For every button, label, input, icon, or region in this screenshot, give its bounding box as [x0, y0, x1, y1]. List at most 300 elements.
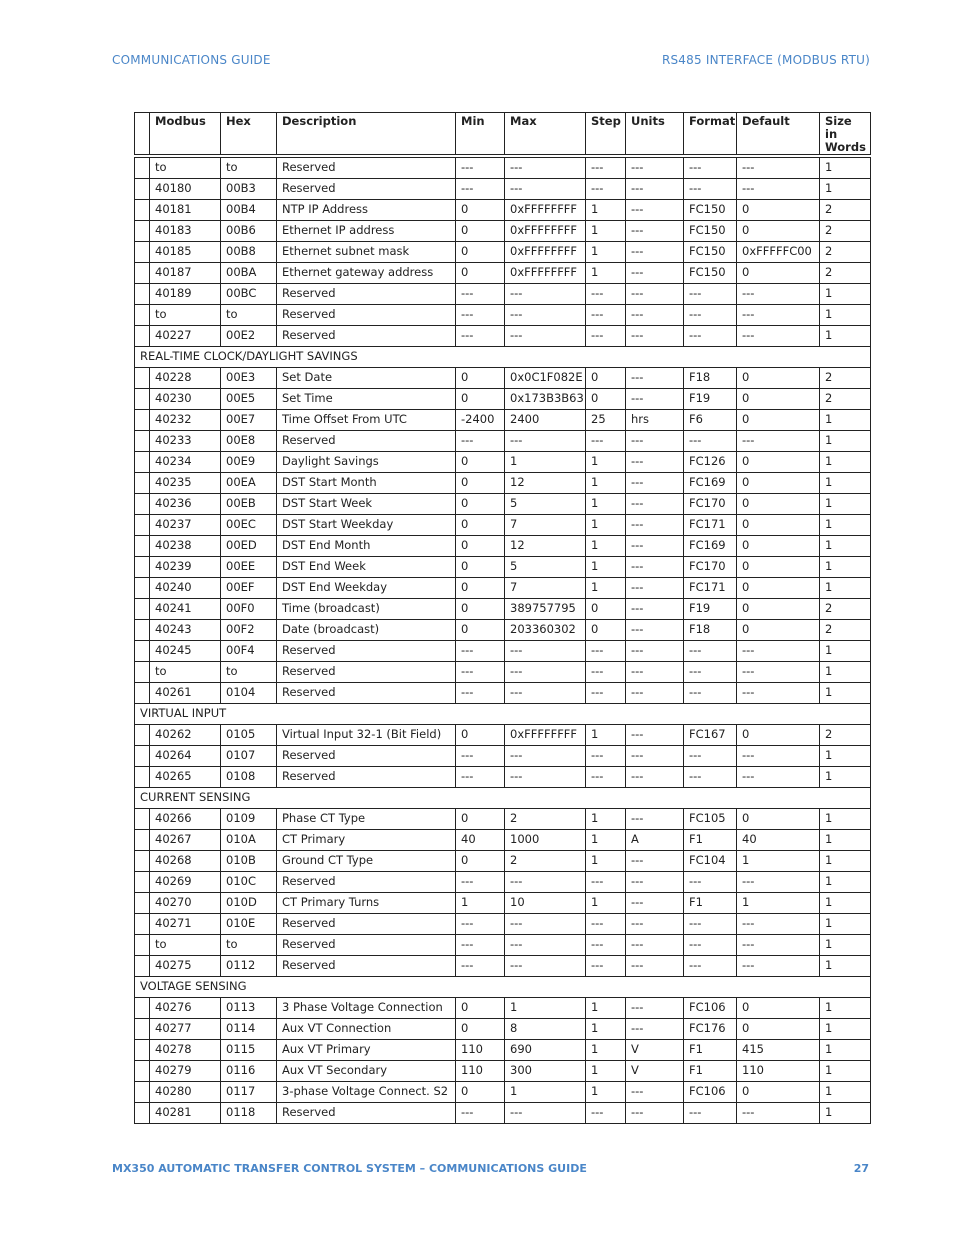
table-cell: 00E7	[221, 410, 277, 431]
table-cell: ---	[626, 1103, 684, 1124]
table-row	[135, 662, 871, 683]
table-cell: 40270	[150, 893, 221, 914]
table-cell: ---	[684, 305, 737, 326]
table-cell: Reserved	[277, 662, 456, 683]
column-header: Size in Words	[820, 113, 871, 157]
table-cell: FC167	[684, 725, 737, 746]
table-cell: 10	[505, 893, 586, 914]
table-cell: 00E2	[221, 326, 277, 347]
table-cell: ---	[684, 156, 737, 179]
row-blank-cell	[135, 578, 150, 599]
table-cell: ---	[505, 305, 586, 326]
row-blank-cell	[135, 956, 150, 977]
table-cell: ---	[586, 179, 626, 200]
table-row	[135, 1040, 871, 1061]
table-row	[135, 515, 871, 536]
table-cell: 0113	[221, 998, 277, 1019]
table-cell: 00EF	[221, 578, 277, 599]
table-cell: Set Date	[277, 368, 456, 389]
table-cell: 1	[820, 410, 871, 431]
table-cell: ---	[626, 1019, 684, 1040]
section-row	[135, 347, 871, 368]
table-row	[135, 1082, 871, 1103]
table-cell: 2	[820, 725, 871, 746]
column-header: Max	[505, 113, 586, 157]
table-cell: ---	[586, 662, 626, 683]
table-cell: ---	[456, 662, 505, 683]
table-cell: 7	[505, 515, 586, 536]
table-cell: 40238	[150, 536, 221, 557]
table-cell: 00B4	[221, 200, 277, 221]
table-row	[135, 326, 871, 347]
table-row	[135, 494, 871, 515]
table-cell: 0116	[221, 1061, 277, 1082]
table-row	[135, 1061, 871, 1082]
table-row	[135, 599, 871, 620]
row-blank-cell	[135, 410, 150, 431]
table-body	[135, 156, 871, 1124]
column-header: Modbus	[150, 113, 221, 157]
table-cell: 0	[737, 1082, 820, 1103]
table-cell: 2	[820, 242, 871, 263]
table-cell: 0	[456, 725, 505, 746]
table-cell: ---	[737, 179, 820, 200]
table-cell: 1	[586, 1061, 626, 1082]
table-cell: F19	[684, 599, 737, 620]
table-cell: Reserved	[277, 767, 456, 788]
table-cell: 0	[737, 263, 820, 284]
table-row	[135, 767, 871, 788]
table-cell: 7	[505, 578, 586, 599]
table-cell: 1	[586, 809, 626, 830]
table-cell: 1	[820, 851, 871, 872]
table-cell: 0xFFFFFFFF	[505, 221, 586, 242]
table-cell: 0	[586, 389, 626, 410]
table-cell: ---	[626, 935, 684, 956]
row-blank-cell	[135, 557, 150, 578]
table-cell: 1	[820, 156, 871, 179]
row-blank-cell	[135, 452, 150, 473]
table-cell: 0	[737, 389, 820, 410]
table-cell: 1	[820, 179, 871, 200]
table-cell: 1	[820, 872, 871, 893]
table-cell: 1	[586, 494, 626, 515]
table-cell: FC171	[684, 578, 737, 599]
table-cell: ---	[626, 557, 684, 578]
table-cell: to	[221, 305, 277, 326]
table-cell: 1	[586, 578, 626, 599]
table-cell: 1	[820, 1040, 871, 1061]
table-cell: Phase CT Type	[277, 809, 456, 830]
table-cell: 0	[456, 620, 505, 641]
table-cell: 00E9	[221, 452, 277, 473]
table-cell: 12	[505, 536, 586, 557]
table-cell: FC150	[684, 221, 737, 242]
table-row	[135, 641, 871, 662]
table-cell: Reserved	[277, 956, 456, 977]
table-cell: 40243	[150, 620, 221, 641]
column-header: Format	[684, 113, 737, 157]
table-cell: 00ED	[221, 536, 277, 557]
table-cell: 0	[456, 200, 505, 221]
table-cell: ---	[586, 326, 626, 347]
table-cell: 0	[737, 1019, 820, 1040]
table-cell: 0xFFFFFFFF	[505, 242, 586, 263]
table-cell: 1	[586, 851, 626, 872]
table-cell: 1	[586, 830, 626, 851]
table-cell: FC106	[684, 1082, 737, 1103]
row-blank-cell	[135, 893, 150, 914]
table-cell: ---	[456, 431, 505, 452]
table-cell: Aux VT Connection	[277, 1019, 456, 1040]
table-cell: ---	[505, 156, 586, 179]
row-blank-cell	[135, 914, 150, 935]
table-cell: ---	[626, 494, 684, 515]
table-cell: 00F0	[221, 599, 277, 620]
table-cell: 8	[505, 1019, 586, 1040]
row-blank-cell	[135, 389, 150, 410]
row-blank-cell	[135, 809, 150, 830]
table-cell: 3-phase Voltage Connect. S2	[277, 1082, 456, 1103]
table-cell: 0	[737, 221, 820, 242]
table-cell: 1	[820, 494, 871, 515]
table-row	[135, 263, 871, 284]
row-blank-cell	[135, 326, 150, 347]
table-cell: 1	[456, 893, 505, 914]
table-cell: 0	[456, 1019, 505, 1040]
table-cell: 40277	[150, 1019, 221, 1040]
table-cell: 1	[820, 473, 871, 494]
table-cell: ---	[505, 767, 586, 788]
table-cell: ---	[505, 683, 586, 704]
table-cell: 1	[586, 557, 626, 578]
row-blank-cell	[135, 305, 150, 326]
table-cell: ---	[626, 1082, 684, 1103]
table-cell: to	[221, 662, 277, 683]
table-cell: ---	[505, 956, 586, 977]
table-cell: 40183	[150, 221, 221, 242]
table-cell: 010E	[221, 914, 277, 935]
table-row	[135, 200, 871, 221]
table-cell: 40280	[150, 1082, 221, 1103]
table-cell: ---	[456, 872, 505, 893]
table-cell: 2	[820, 620, 871, 641]
table-cell: ---	[505, 662, 586, 683]
table-cell: 40189	[150, 284, 221, 305]
table-header-row	[135, 113, 871, 157]
table-cell: ---	[626, 536, 684, 557]
table-cell: DST End Weekday	[277, 578, 456, 599]
table-cell: ---	[684, 662, 737, 683]
table-cell: ---	[684, 179, 737, 200]
table-cell: Reserved	[277, 305, 456, 326]
table-cell: 25	[586, 410, 626, 431]
table-cell: 40266	[150, 809, 221, 830]
table-cell: ---	[505, 872, 586, 893]
table-cell: ---	[626, 620, 684, 641]
table-row	[135, 536, 871, 557]
table-cell: 0	[737, 536, 820, 557]
table-cell: Reserved	[277, 1103, 456, 1124]
table-cell: 00E5	[221, 389, 277, 410]
table-cell: Set Time	[277, 389, 456, 410]
table-cell: 1	[505, 452, 586, 473]
table-cell: 40262	[150, 725, 221, 746]
table-cell: ---	[586, 872, 626, 893]
table-cell: 0	[586, 620, 626, 641]
table-cell: ---	[737, 431, 820, 452]
table-cell: ---	[456, 746, 505, 767]
table-cell: ---	[626, 914, 684, 935]
table-cell: ---	[626, 263, 684, 284]
table-cell: FC105	[684, 809, 737, 830]
table-cell: 40232	[150, 410, 221, 431]
table-cell: Aux VT Primary	[277, 1040, 456, 1061]
table-cell: 40233	[150, 431, 221, 452]
table-cell: hrs	[626, 410, 684, 431]
table-cell: 1	[820, 998, 871, 1019]
table-cell: 010D	[221, 893, 277, 914]
table-cell: 00F4	[221, 641, 277, 662]
table-cell: 0	[737, 494, 820, 515]
table-cell: 0	[737, 452, 820, 473]
table-row	[135, 830, 871, 851]
row-blank-cell	[135, 1040, 150, 1061]
table-cell: 40281	[150, 1103, 221, 1124]
table-cell: ---	[626, 156, 684, 179]
table-cell: ---	[505, 914, 586, 935]
table-cell: 0	[456, 536, 505, 557]
table-cell: 1	[505, 1082, 586, 1103]
table-cell: 00B3	[221, 179, 277, 200]
table-cell: 0	[737, 578, 820, 599]
table-cell: 0xFFFFFC00	[737, 242, 820, 263]
table-cell: ---	[456, 156, 505, 179]
table-cell: ---	[737, 326, 820, 347]
table-cell: ---	[684, 1103, 737, 1124]
table-cell: 0	[456, 599, 505, 620]
table-row	[135, 1019, 871, 1040]
table-cell: 1	[820, 893, 871, 914]
row-blank-cell	[135, 368, 150, 389]
table-cell: 415	[737, 1040, 820, 1061]
table-cell: 1	[586, 1040, 626, 1061]
table-cell: 0	[456, 242, 505, 263]
table-cell: 1	[820, 767, 871, 788]
table-cell: ---	[626, 956, 684, 977]
table-cell: ---	[586, 284, 626, 305]
table-cell: ---	[626, 725, 684, 746]
table-cell: 1	[820, 515, 871, 536]
table-cell: A	[626, 830, 684, 851]
table-cell: ---	[456, 179, 505, 200]
table-cell: 1	[820, 746, 871, 767]
table-cell: FC171	[684, 515, 737, 536]
table-cell: 1	[737, 893, 820, 914]
table-cell: 0112	[221, 956, 277, 977]
table-cell: 0109	[221, 809, 277, 830]
table-cell: 0107	[221, 746, 277, 767]
table-cell: 00E3	[221, 368, 277, 389]
table-row	[135, 557, 871, 578]
table-cell: 00B6	[221, 221, 277, 242]
table-cell: ---	[626, 242, 684, 263]
column-header: Min	[456, 113, 505, 157]
footer-title: MX350 AUTOMATIC TRANSFER CONTROL SYSTEM – COMMUNICATIONS GUIDE	[112, 1162, 587, 1175]
section-title: CURRENT SENSING	[135, 788, 871, 809]
table-cell: ---	[586, 767, 626, 788]
table-row	[135, 914, 871, 935]
table-cell: 1	[586, 893, 626, 914]
table-cell: 0117	[221, 1082, 277, 1103]
table-cell: FC170	[684, 557, 737, 578]
table-cell: ---	[626, 599, 684, 620]
table-cell: 0	[737, 200, 820, 221]
table-cell: 0	[456, 221, 505, 242]
table-cell: ---	[626, 683, 684, 704]
table-cell: to	[150, 305, 221, 326]
table-cell: 40265	[150, 767, 221, 788]
table-cell: 2	[505, 851, 586, 872]
table-cell: 110	[456, 1040, 505, 1061]
table-cell: FC170	[684, 494, 737, 515]
table-cell: 00EB	[221, 494, 277, 515]
row-blank-cell	[135, 156, 150, 179]
table-cell: ---	[737, 746, 820, 767]
table-cell: 0	[456, 851, 505, 872]
row-blank-cell	[135, 1061, 150, 1082]
table-cell: ---	[626, 767, 684, 788]
table-cell: 1	[505, 998, 586, 1019]
row-blank-cell	[135, 536, 150, 557]
table-row	[135, 156, 871, 179]
table-cell: Date (broadcast)	[277, 620, 456, 641]
table-cell: 1	[586, 200, 626, 221]
table-cell: 40275	[150, 956, 221, 977]
table-cell: 1	[586, 725, 626, 746]
table-cell: ---	[456, 305, 505, 326]
table-cell: ---	[505, 935, 586, 956]
table-cell: ---	[684, 914, 737, 935]
table-cell: 0	[456, 515, 505, 536]
table-cell: ---	[626, 893, 684, 914]
table-cell: 40271	[150, 914, 221, 935]
table-cell: 40	[737, 830, 820, 851]
row-blank-cell	[135, 662, 150, 683]
table-cell: DST End Month	[277, 536, 456, 557]
table-cell: 00BC	[221, 284, 277, 305]
table-cell: FC126	[684, 452, 737, 473]
table-cell: ---	[505, 1103, 586, 1124]
table-cell: Reserved	[277, 914, 456, 935]
table-cell: ---	[684, 431, 737, 452]
table-cell: 1	[586, 998, 626, 1019]
table-row	[135, 746, 871, 767]
table-cell: 010B	[221, 851, 277, 872]
section-title: REAL-TIME CLOCK/DAYLIGHT SAVINGS	[135, 347, 871, 368]
table-cell: 2	[820, 599, 871, 620]
table-cell: 40237	[150, 515, 221, 536]
table-cell: 40279	[150, 1061, 221, 1082]
table-cell: 1	[820, 935, 871, 956]
table-cell: ---	[505, 179, 586, 200]
table-cell: 1	[586, 536, 626, 557]
table-cell: ---	[737, 935, 820, 956]
table-cell: DST Start Week	[277, 494, 456, 515]
table-cell: 1	[820, 914, 871, 935]
table-cell: Reserved	[277, 179, 456, 200]
table-cell: 0	[456, 263, 505, 284]
table-row	[135, 809, 871, 830]
table-cell: 010A	[221, 830, 277, 851]
table-cell: CT Primary Turns	[277, 893, 456, 914]
table-cell: F1	[684, 1061, 737, 1082]
table-row	[135, 221, 871, 242]
table-cell: ---	[626, 809, 684, 830]
table-cell: 1	[820, 305, 871, 326]
column-header: Step	[586, 113, 626, 157]
column-header: Default	[737, 113, 820, 157]
table-cell: 40230	[150, 389, 221, 410]
row-blank-cell	[135, 599, 150, 620]
table-cell: 00F2	[221, 620, 277, 641]
table-row	[135, 305, 871, 326]
running-header-right: RS485 INTERFACE (MODBUS RTU)	[661, 53, 870, 67]
table-cell: ---	[456, 1103, 505, 1124]
table-row	[135, 452, 871, 473]
table-cell: Reserved	[277, 326, 456, 347]
table-cell: Aux VT Secondary	[277, 1061, 456, 1082]
table-cell: NTP IP Address	[277, 200, 456, 221]
column-header: Units	[626, 113, 684, 157]
table-cell: FC104	[684, 851, 737, 872]
table-row	[135, 683, 871, 704]
table-cell: Ethernet IP address	[277, 221, 456, 242]
table-cell: V	[626, 1061, 684, 1082]
table-cell: ---	[626, 326, 684, 347]
table-row	[135, 725, 871, 746]
table-cell: Ethernet subnet mask	[277, 242, 456, 263]
table-cell: 0	[737, 410, 820, 431]
row-blank-cell	[135, 221, 150, 242]
table-row	[135, 431, 871, 452]
table-cell: ---	[626, 200, 684, 221]
table-cell: 300	[505, 1061, 586, 1082]
table-cell: 0	[737, 515, 820, 536]
table-cell: ---	[684, 872, 737, 893]
table-cell: 2	[820, 200, 871, 221]
table-cell: F1	[684, 893, 737, 914]
table-cell: Time Offset From UTC	[277, 410, 456, 431]
table-cell: 40185	[150, 242, 221, 263]
table-cell: 40241	[150, 599, 221, 620]
table-cell: ---	[626, 368, 684, 389]
table-cell: ---	[626, 851, 684, 872]
table-cell: 0	[456, 494, 505, 515]
table-cell: 00BA	[221, 263, 277, 284]
table-cell: ---	[586, 431, 626, 452]
table-row	[135, 851, 871, 872]
table-cell: 0xFFFFFFFF	[505, 263, 586, 284]
table-row	[135, 1103, 871, 1124]
table-cell: 0	[737, 620, 820, 641]
table-cell: 0	[586, 368, 626, 389]
section-row	[135, 977, 871, 998]
table-cell: 40234	[150, 452, 221, 473]
table-cell: 0	[456, 452, 505, 473]
modbus-register-table	[134, 112, 871, 1124]
table-cell: 690	[505, 1040, 586, 1061]
